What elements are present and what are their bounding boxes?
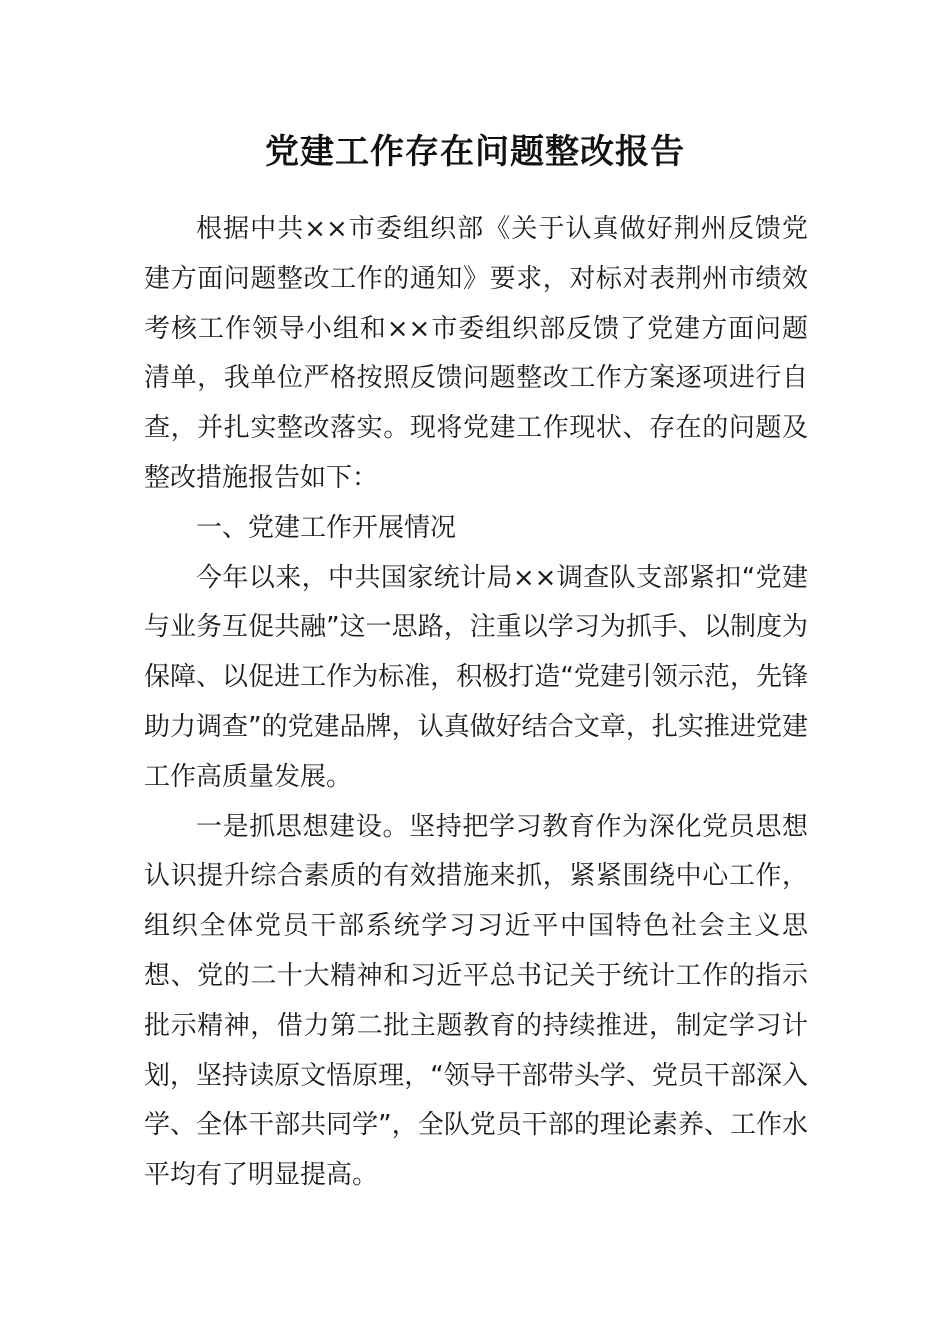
document-title: 党建工作存在问题整改报告 bbox=[265, 132, 685, 172]
document-body bbox=[144, 205, 808, 1201]
intro-paragraph: 根据中共××市委组织部《关于认真做好荆州反馈党建方面问题整改工作的通知》要求，对标对表荆州市绩效考核工作领导小组和××市委组织部反馈了党建方面问题清单，我单位严格按照反馈问题整改工作方案逐项进行自查，并扎实整改落实。现将党建工作现状、存在的问题及整改措施报告如下： bbox=[144, 214, 808, 493]
ideology-paragraph: 一是抓思想建设。坚持把学习教育作为深化党员思想认识提升综合素质的有效措施来抓，紧紧围绕中心工作，组织全体党员干部系统学习习近平中国特色社会主义思想、党的二十大精神和习近平总书记关于统计工作的指示批示精神，借力第二批主题教育的持续推进，制定学习计划，坚持读原文悟原理，“领导干部带头学、党员干部深入学、全体干部共同学”，全队党员干部的理论素养、工作水平均有了明显提高。 bbox=[144, 811, 808, 1191]
section-heading: 一、党建工作开展情况 bbox=[196, 512, 457, 543]
overview-paragraph: 今年以来，中共国家统计局××调查队支部紧扣“党建与业务互促共融”这一思路，注重以学习为抓手、以制度为保障、以促进工作为标准，积极打造“党建引领示范，先锋助力调查”的党建品牌，认真做好结合文章，扎实推进党建工作高质量发展。 bbox=[144, 562, 808, 792]
